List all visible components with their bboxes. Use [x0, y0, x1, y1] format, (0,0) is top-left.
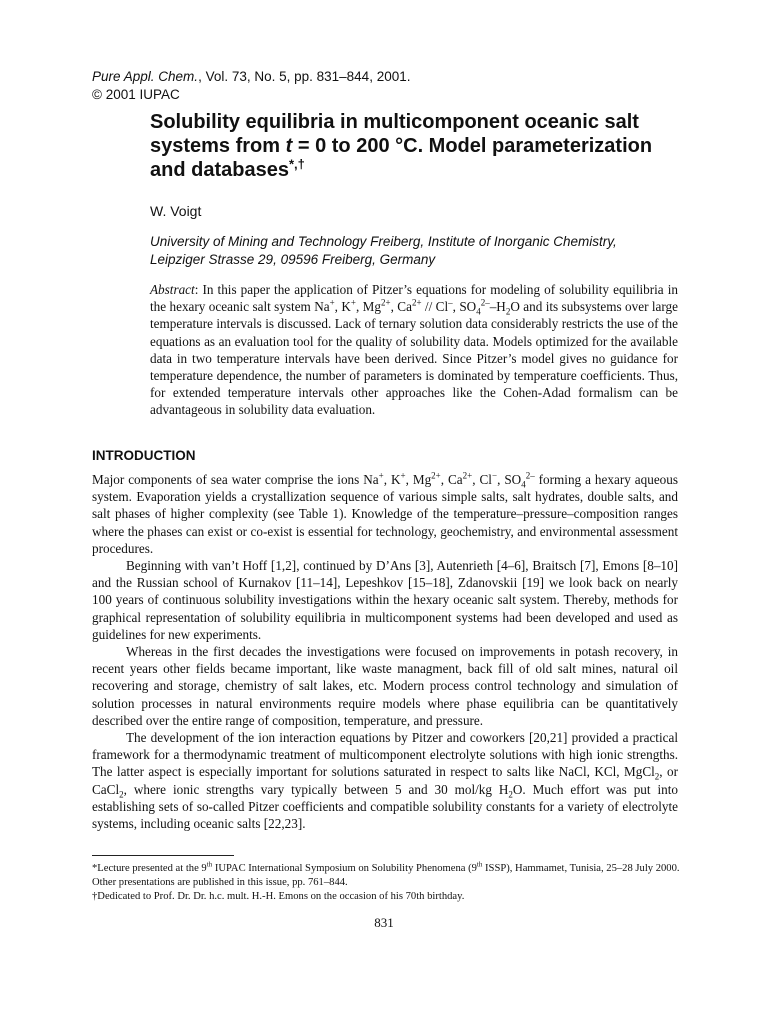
affiliation-line-1: University of Mining and Technology Freiberg, Institute of Inorganic Chemistry, — [150, 234, 617, 249]
footnote-text: *Lecture presented at the 9 — [92, 863, 207, 874]
paragraph-text: , SO — [497, 472, 522, 487]
abstract-text: , Ca — [390, 299, 412, 315]
abstract-text: –H — [489, 299, 506, 315]
footnote-text: IUPAC International Symposium on Solubility Phenomena (9 — [212, 863, 477, 874]
article-title — [150, 110, 690, 182]
paragraph-text: Major components of sea water comprise the ions Na — [92, 472, 379, 487]
copyright-notice: © 2001 IUPAC — [92, 87, 180, 102]
abstract-text: , Mg — [355, 299, 382, 315]
ion-charge: 2+ — [431, 470, 441, 481]
ion-charge: 2+ — [462, 470, 473, 481]
footnotes — [92, 862, 682, 904]
paragraph — [92, 471, 678, 557]
ion-charge: 2+ — [381, 297, 391, 308]
paragraph-text: The development of the ion interaction equations by Pitzer and coworkers [20,21] provided a practical framework for a thermodynamic treatment of multicomponent electrolyte solutions with high ionic strengths. The latter aspect is especially important for solutions saturated in respect to salts like NaCl, KCl, MgCl — [92, 730, 678, 780]
subscript: 4 — [521, 479, 526, 490]
abstract-text: , SO — [452, 299, 477, 315]
abstract — [150, 281, 678, 419]
paragraph — [92, 729, 678, 832]
abstract-text: O and its subsystems over large temperature intervals is discussed. Lack of ternary solution data considerably restricts the use of the equations as an evaluation tool for the quality of solubility data. Models optimized for the available data in two temperature intervals have been derived. Since Pitzer’s model gives no guidance for temperature dependence, the number of parameters is dominated by temperature coefficients. Thus, for extended temperature intervals other approaches like the Cohen-Adad formalism can be advantageous in solubility data evaluation. — [150, 299, 679, 418]
paragraph-text: , Cl — [472, 472, 492, 487]
footnote-divider — [92, 855, 234, 856]
ion-charge: + — [329, 297, 335, 308]
footnote-text: ISSP), Hammamet, Tunisia, 25–28 July 2000. Other presentations are published in this issue, pp. 761–844. — [92, 863, 680, 888]
footnote-2: †Dedicated to Prof. Dr. Dr. h.c. mult. H.-H. Emons on the occasion of his 70th birthday. — [92, 891, 465, 902]
title-text-2: = 0 to 200 °C. Model parameterization and databases — [150, 135, 653, 181]
subscript: 4 — [476, 306, 481, 317]
ordinal-suffix: th — [206, 860, 213, 869]
abstract-text: : In this paper the application of Pitzer’s equations for modeling of solubility equilibria in the hexary oceanic salt system Na — [150, 282, 678, 315]
paragraph-text: O. Much effort was put into establishing sets of so-called Pitzer coefficients and compatible solubility constants for a variety of electrolyte systems, including oceanic salts [22,23]. — [92, 781, 678, 832]
subscript: 2 — [654, 772, 660, 783]
ion-charge: − — [491, 470, 498, 481]
ion-charge: 2– — [480, 297, 490, 308]
section-heading-introduction: INTRODUCTION — [92, 448, 196, 463]
ion-charge: – — [448, 297, 453, 308]
subscript: 2 — [508, 789, 513, 800]
ion-charge: + — [378, 470, 384, 481]
abstract-label: Abstract — [150, 282, 195, 297]
affiliation-line-2: Leipziger Strasse 29, 09596 Freiberg, Germany — [150, 252, 436, 267]
paragraph-text: , K — [383, 472, 401, 487]
paragraph-text: , or CaCl — [92, 764, 678, 797]
abstract-text: // Cl — [421, 299, 449, 315]
ordinal-suffix: th — [476, 860, 483, 869]
author-affiliation — [150, 233, 690, 269]
subscript: 2 — [505, 306, 511, 317]
title-footnote-marks: *,† — [288, 156, 305, 172]
ion-charge: 2– — [525, 470, 535, 481]
ion-charge: + — [350, 297, 356, 308]
journal-citation — [92, 68, 410, 85]
subscript: 2 — [119, 789, 124, 800]
paragraph: Whereas in the first decades the investigations were focused on improvements in potash recovery, in recent years other fields became important, like waste managment, back fill of old salt mines, natural oil recovering and storage, chemistry of salt lakes, etc. Modern process control technology and simulation of solution processes in natural environments require models where phase equilibria can be quantitatively described over the entire range of composition, temperature, and pressure. — [92, 644, 678, 728]
paragraph-text: , where ionic strengths vary typically between 5 and 30 mol/kg H — [123, 781, 509, 797]
ion-charge: + — [400, 470, 406, 481]
journal-title: Pure Appl. Chem. — [92, 69, 199, 84]
title-text-1: Solubility equilibria in multicomponent oceanic salt systems from — [150, 111, 639, 157]
paragraph: Beginning with van’t Hoff [1,2], continued by D’Ans [3], Autenrieth [4–6], Braitsch [7], Emons [8–10] and the Russian school of Kurnakov [11–14], Lepeshkov [15–18], Zdanovskii [19] we look back on nearly 100 years of continuous solubility investigations within the hexary oceanic salt system. Thereby, methods for graphical representation of solubility equilibria in multicomponent systems had been developed and used as guidelines for new experiments. — [92, 558, 678, 642]
journal-details: , Vol. 73, No. 5, pp. 831–844, 2001. — [198, 69, 411, 84]
footnote-1 — [92, 862, 682, 890]
page-number: 831 — [374, 915, 394, 930]
abstract-text: , K — [334, 299, 351, 315]
paragraph-text: , Ca — [440, 472, 463, 487]
introduction-body — [92, 471, 678, 832]
author-name: W. Voigt — [150, 203, 202, 219]
paragraph-text: , Mg — [405, 472, 432, 487]
paragraph-text: forming a hexary aqueous system. Evaporation yields a crystallization sequence of various simple salts, salt hydrates, double salts, and salt phases of higher complexity (see Table 1). Knowledge of the temperature–pressure–composition ranges where the phases can exist or co-exist is essential for technology, geochemistry, and environmental assessment procedures. — [92, 472, 678, 556]
title-variable: t — [285, 135, 293, 157]
ion-charge: 2+ — [411, 297, 422, 308]
